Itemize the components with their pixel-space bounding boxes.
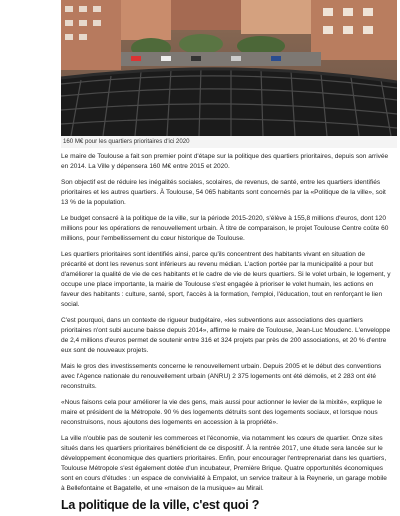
article-paragraph: Les quartiers prioritaires sont identifiés ainsi, parce qu'ils concentrent des habitants vivant en situation de précarité et dont les revenus sont inférieurs au revenu médian. L'action portée par la municipalité a pour but d'améliorer la qualité de vie de ces habitants et le cadre de vie de leurs quartiers. Si le volet urbain, le logement, y occupe une place importante, la mairie de Toulouse s'est engagée à prioriser le volet humain, les actions en faveur des habitants : culture, santé, sport, l'accès à la formation, l'emploi, l'éducation, tout en renforçant le lien social. — [61, 251, 391, 308]
article-paragraph: Mais le gros des investissements concerne le renouvellement urbain. Depuis 2005 et le début des conventions avec l'Agence nationale du renouvellement urbain (ANRU) 2 375 logements ont été démolis, et 2 283 ont été reconstruits. — [61, 363, 382, 390]
section-heading: La politique de la ville, c'est quoi ? — [61, 498, 260, 512]
article-paragraph: Son objectif est de réduire les inégalités sociales, scolaires, de revenus, de santé, entre les quartiers identifiés prioritaires et les autres quartiers. À Toulouse, 54 065 habitants sont concernés par la «Politique de la ville», soit 13 % de la population. — [61, 179, 386, 206]
article-paragraph: Le budget consacré à la politique de la ville, sur la période 2015-2020, s'élève à 155,8 millions d'euros, dont 120 millions pour les opérations de renouvellement urbain. À titre de comparaison, le projet Toulouse Centre coûte 60 millions, pour l'embellissement du cœur historique de Toulouse. — [61, 215, 389, 242]
article-body — [61, 152, 391, 500]
aerial-city-photo — [61, 0, 397, 136]
article-paragraph: C'est pourquoi, dans un contexte de rigueur budgétaire, «les subventions aux associations des quartiers prioritaires n'ont subi aucune baisse depuis 2014», affirme le maire de Toulouse, Jean-Luc Moudenc. L'enveloppe de 2,4 millions d'euros permet de soutenir entre 316 et 324 projets par près de 200 associations, et 20 % d'entre eux sont de nouveaux projets. — [61, 317, 391, 354]
article-photo — [61, 0, 397, 136]
photo-caption: 160 M€ pour les quartiers prioritaires d'ici 2020 — [61, 136, 397, 148]
article-paragraph: Le maire de Toulouse a fait son premier point d'étape sur la politique des quartiers prioritaires, depuis son arrivée en 2014. La Ville y dépensera 160 M€ entre 2015 et 2020. — [61, 153, 389, 170]
article-paragraph: «Nous faisons cela pour améliorer la vie des gens, mais aussi pour actionner le levier de la mixité», explique le maire et président de la Métropole. 90 % des logements détruits sont des logements sociaux, et lorsque nous reconstruisons, nous ajoutons des logements en accession à la propriété». — [61, 399, 382, 426]
article-paragraph: La ville n'oublie pas de soutenir les commerces et l'économie, via notamment les cœurs de quartier. Onze sites situés dans les quartiers prioritaires bénéficient de ce dispositif. À la rentrée 2017, une étude sera lancée sur le développement économique des quartiers prioritaires. Enfin, pour encourager l'entreprenariat dans les quartiers, Toulouse Métropole s'est également dotée d'un incubateur, Première Brique. Quatre opportunités économiques sont en cours d'études : un espace de convivialité à Empalot, un service traiteur à la Reynerie, un garage mobile à Bellefontaine et Bagatelle, et une «maison de la musique» au Mirail. — [61, 435, 387, 492]
